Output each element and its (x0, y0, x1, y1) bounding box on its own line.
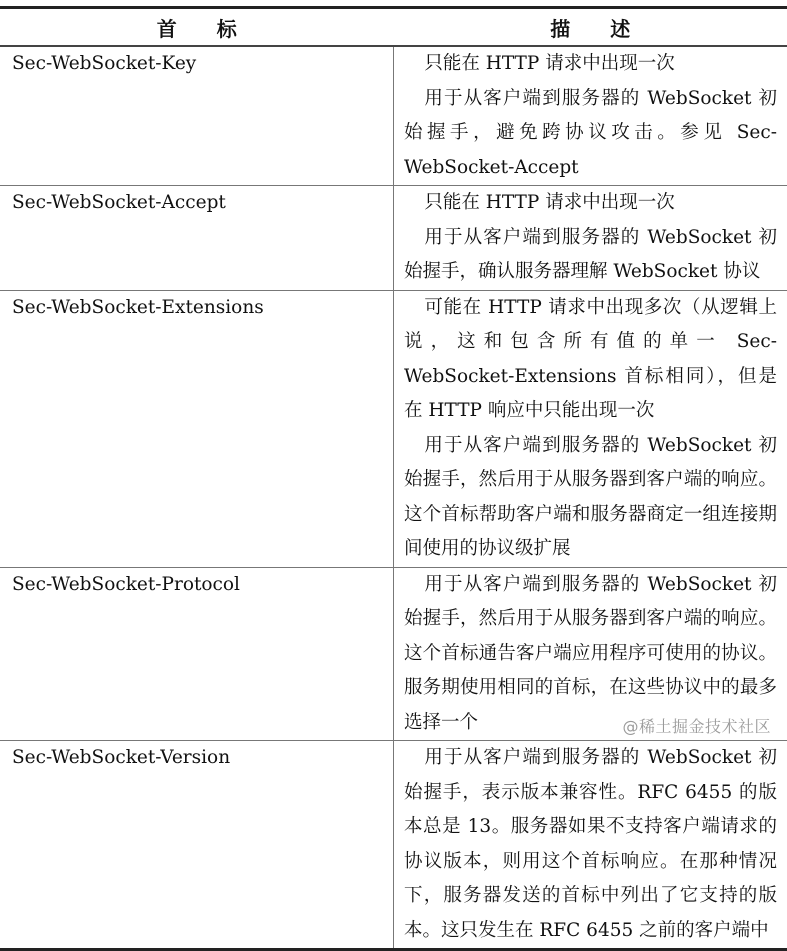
column-header-description: 描述 (394, 8, 787, 47)
header-description-cell (394, 741, 787, 950)
description-paragraph: 只能在 HTTP 请求中出现一次 (404, 47, 777, 82)
table-row (0, 46, 787, 186)
header-name-cell: Sec-WebSocket-Protocol (0, 567, 394, 741)
table-row (0, 186, 787, 291)
header-table (0, 6, 787, 951)
websocket-headers-table (0, 6, 787, 951)
header-description-cell (394, 290, 787, 567)
column-header-name: 首标 (0, 8, 394, 47)
table-row (0, 741, 787, 950)
header-name-cell: Sec-WebSocket-Accept (0, 186, 394, 291)
description-paragraph: 用于从客户端到服务器的 WebSocket 初始握手，表示版本兼容性。RFC 6455 的版本总是 13。服务器如果不支持客户端请求的协议版本，则用这个首标响应。在那种情况下，服务器发送的首标中列出了它支持的版本。这只发生在 RFC 6455 之前的客户端中 (404, 741, 777, 948)
watermark-text: @稀土掘金技术社区 (622, 714, 771, 737)
description-paragraph: 用于从客户端到服务器的 WebSocket 初始握手，避免跨协议攻击。参见 Sec-WebSocket-Accept (404, 82, 777, 186)
table-header-row (0, 8, 787, 47)
description-paragraph: 用于从客户端到服务器的 WebSocket 初始握手，确认服务器理解 WebSocket 协议 (404, 221, 777, 290)
header-description-cell (394, 186, 787, 291)
header-name-cell: Sec-WebSocket-Extensions (0, 290, 394, 567)
header-name-cell: Sec-WebSocket-Version (0, 741, 394, 950)
description-paragraph: 用于从客户端到服务器的 WebSocket 初始握手，然后用于从服务器到客户端的响应。这个首标通告客户端应用程序可使用的协议。服务期使用相同的首标，在这些协议中的最多选择一个 (404, 568, 777, 741)
table-row (0, 290, 787, 567)
header-name-cell: Sec-WebSocket-Key (0, 46, 394, 186)
description-paragraph: 可能在 HTTP 请求中出现多次（从逻辑上说，这和包含所有值的单一 Sec-WebSocket-Extensions 首标相同），但是在 HTTP 响应中只能出现一次 (404, 291, 777, 429)
description-paragraph: 只能在 HTTP 请求中出现一次 (404, 186, 777, 221)
header-description-cell (394, 46, 787, 186)
description-paragraph: 用于从客户端到服务器的 WebSocket 初始握手，然后用于从服务器到客户端的响应。这个首标帮助客户端和服务器商定一组连接期间使用的协议级扩展 (404, 429, 777, 567)
